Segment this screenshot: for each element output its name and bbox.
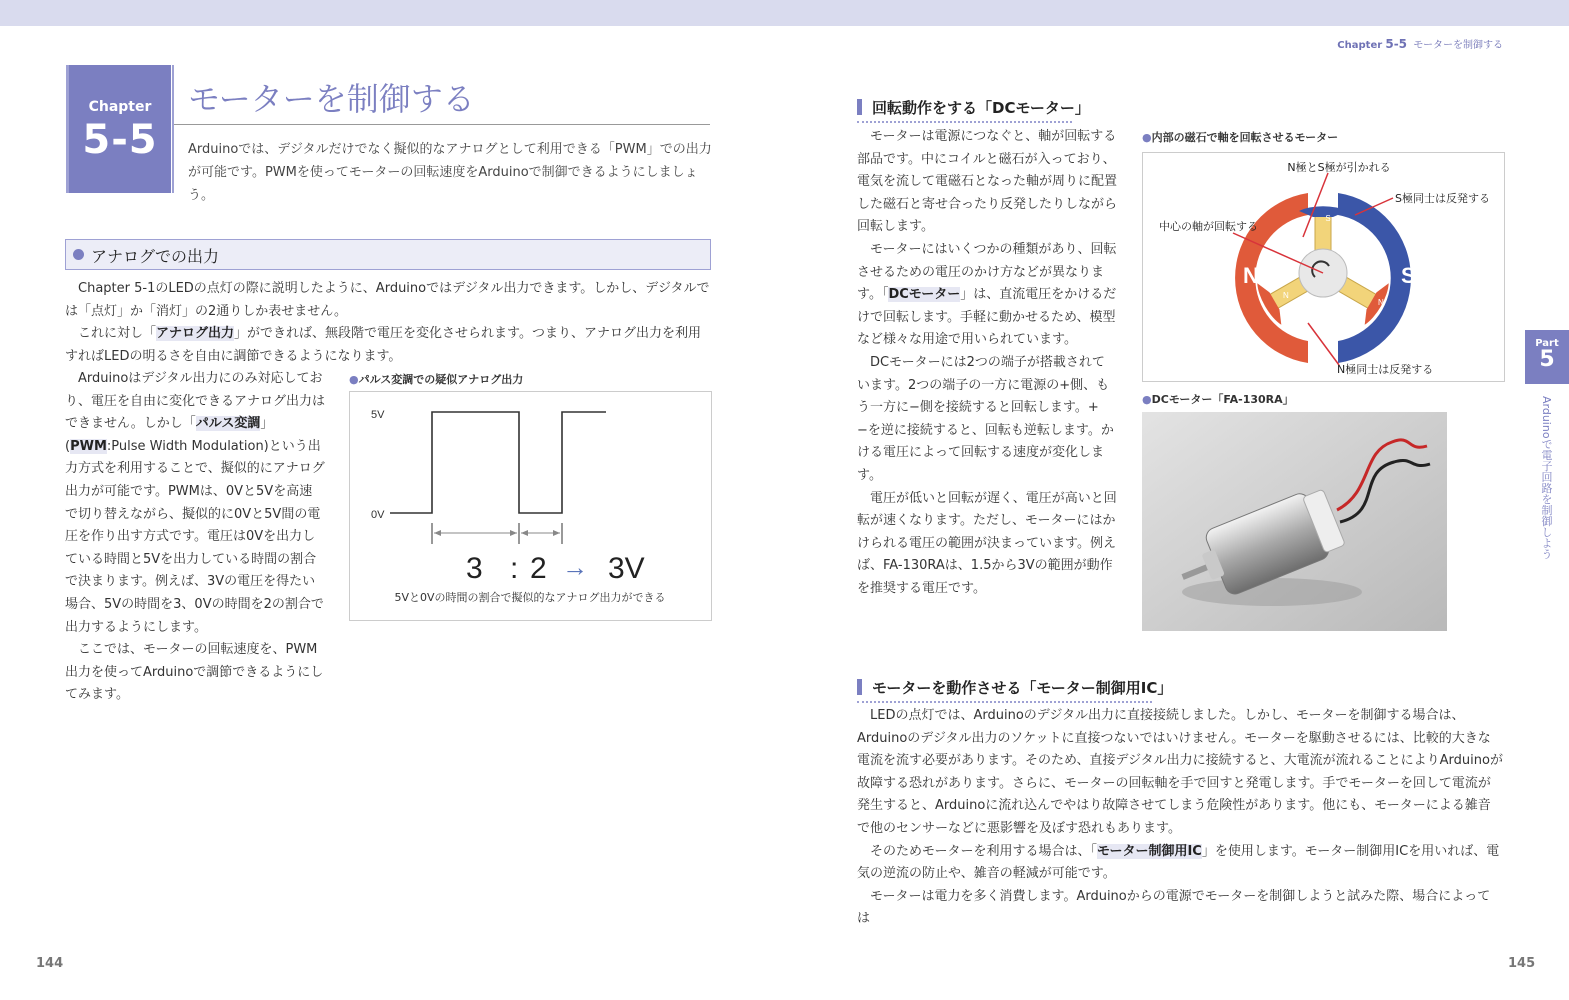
label-5v: 5V	[371, 409, 385, 421]
section1-body-column	[65, 368, 325, 707]
part-tab: Part 5	[1525, 330, 1569, 384]
arrow-icon: →	[562, 552, 588, 582]
photo-caption: ●DCモーター「FA-130RA」	[1142, 393, 1294, 406]
part-title-vertical: Arduinoで電子回路を制御しよう	[1540, 396, 1553, 560]
paragraph: モーターは電源につなぐと、軸が回転する部品です。中にコイルと磁石が入っており、電気を流して電磁石となった軸が周りに配置した磁石と寄せ合ったり反発したりしながら回転します。	[857, 129, 1118, 235]
square-wave	[390, 412, 606, 513]
paragraph: 電圧が低いと回転が遅く、電圧が高いと回転が速くなります。ただし、モーターにはかけられる電圧の範囲が決まっています。例えば、FA-130RAは、1.5から3Vの範囲が動作を推奨する電圧です。	[857, 490, 1117, 596]
chapter-badge	[66, 65, 171, 193]
page-number-right: 145	[1508, 956, 1536, 971]
svg-text:N: N	[1283, 291, 1289, 300]
label-s-repel: S極同士は反発する	[1395, 192, 1490, 205]
ratio-result: 3V	[608, 552, 645, 585]
section-heading-analog: アナログでの出力	[65, 239, 711, 270]
running-head: Chapter 5-5 モーターを制御する	[1337, 37, 1503, 51]
motor-diagram	[1142, 152, 1505, 382]
ratio-sep: :	[510, 552, 519, 585]
ratio-b: 2	[530, 552, 547, 585]
pole-n-label: N	[1243, 263, 1259, 288]
paragraph: DCモーターには2つの端子が搭載されています。2つの端子の一方に電源の+側、もう一方に−側を接続すると回転します。+−を逆に接続すると、回転も逆転します。かける電圧によって回転する速度が変化します。	[857, 354, 1114, 483]
chapter-lead: Arduinoでは、デジタルだけでなく擬似的なアナログとして利用できる「PWM」での出力が可能です。PWMを使ってモーターの回転速度をArduinoで制御できるようにしましょう。	[188, 142, 712, 203]
paragraph: これに対し「アナログ出力」ができれば、無段階で電圧を変化させられます。つまり、アナログ出力を利用すればLEDの明るさを自由に調節できるようになります。	[65, 326, 701, 364]
motor-figure-caption: ●内部の磁石で軸を回転させるモーター	[1142, 131, 1339, 144]
label-center: 中心の軸が回転する	[1159, 220, 1258, 233]
motor-diagram-svg	[1143, 153, 1504, 381]
page-number-left: 144	[36, 956, 64, 971]
paragraph: ここでは、モーターの回転速度を、PWM出力を使ってArduinoで調節できるようにしてみます。	[65, 642, 324, 703]
chapter-title: モーターを制御する	[188, 80, 475, 118]
pwm-waveform	[350, 392, 711, 620]
title-rule	[174, 124, 710, 125]
label-0v: 0V	[371, 509, 385, 521]
paragraph: モーターにはいくつかの種類があり、回転させるための電圧のかけ方などが異なります。「DCモーター」は、直流電圧をかけるだけで回転します。手軽に動かせるため、模型など様々な用途で用いられています。	[857, 241, 1117, 348]
paragraph: LEDの点灯では、Arduinoのデジタル出力に直接接続しました。しかし、モーターを制御する場合は、Arduinoのデジタル出力のソケットに直接つないではいけません。モーターを駆動させるには、比較的大きな電流を流す必要があります。そのため、直接デジタル出力に接続すると、大電流が流れることによりArduinoが故障する恐れがあります。さらに、モーターの回転軸を手で回すと発電します。手でモーターを回して電流が発生すると、Arduinoに流れ込んでやはり故障させてしまう危険性があります。他にも、モーターによる雑音で他のセンサーなどに悪影響を及ぼす恐れもあります。	[857, 708, 1503, 836]
paragraph: Arduinoはデジタル出力にのみ対応しており、電圧を自由に変化できるアナログ出力はできません。しかし「パルス変調」(PWM:Pulse Width Modulation)という出力方式を利用することで、擬似的にアナログ出力が可能です。PWMは、0Vと5Vを高速で切り替えながら、擬似的に0Vと5V間の電圧を作り出す方式です。電圧は0Vを出力している時間と5Vを出力している時間の割合で決まります。例えば、3Vの電圧を得たい場合、5Vの時間を3、0Vの時間を2の割合で出力するようにします。	[65, 371, 326, 635]
svg-text:N: N	[1378, 298, 1384, 307]
section2-body	[857, 126, 1117, 600]
chapter-number: 5-5	[82, 117, 158, 163]
chapter-divider	[172, 65, 174, 193]
pole-s-label: S	[1401, 263, 1416, 288]
chapter-label: Chapter	[88, 99, 152, 115]
dc-motor-photo-svg	[1142, 412, 1447, 631]
pwm-note: 5Vと0Vの時間の割合で擬似的なアナログ出力ができる	[394, 591, 666, 604]
label-attract: N極とS極が引かれる	[1287, 161, 1391, 174]
ratio-a: 3	[466, 552, 483, 585]
paragraph: そのためモーターを利用する場合は、「モーター制御用IC」を使用します。モーター制御用ICを用いれば、電気の逆流の防止や、雑音の軽減が可能です。	[857, 843, 1500, 882]
pwm-figure	[349, 391, 712, 621]
section1-body	[65, 278, 711, 368]
label-n-repel: N極同士は反発する	[1337, 363, 1434, 376]
svg-text:S: S	[1325, 214, 1331, 223]
paragraph: Chapter 5-1のLEDの点灯の際に説明したように、Arduinoではデジタル出力できます。しかし、デジタルでは「点灯」か「消灯」の2通りしか表せません。	[65, 281, 710, 319]
bullet-icon	[73, 249, 84, 260]
section3-body	[857, 705, 1503, 931]
magnet-s	[1338, 193, 1411, 363]
dc-motor-photo	[1142, 412, 1447, 631]
pwm-figure-caption: ●パルス変調での疑似アナログ出力	[349, 373, 524, 386]
paragraph: モーターは電力を多く消費します。Arduinoからの電源でモーターを制御しようと試みた際、場合によっては	[857, 888, 1491, 927]
top-band	[0, 0, 1569, 26]
